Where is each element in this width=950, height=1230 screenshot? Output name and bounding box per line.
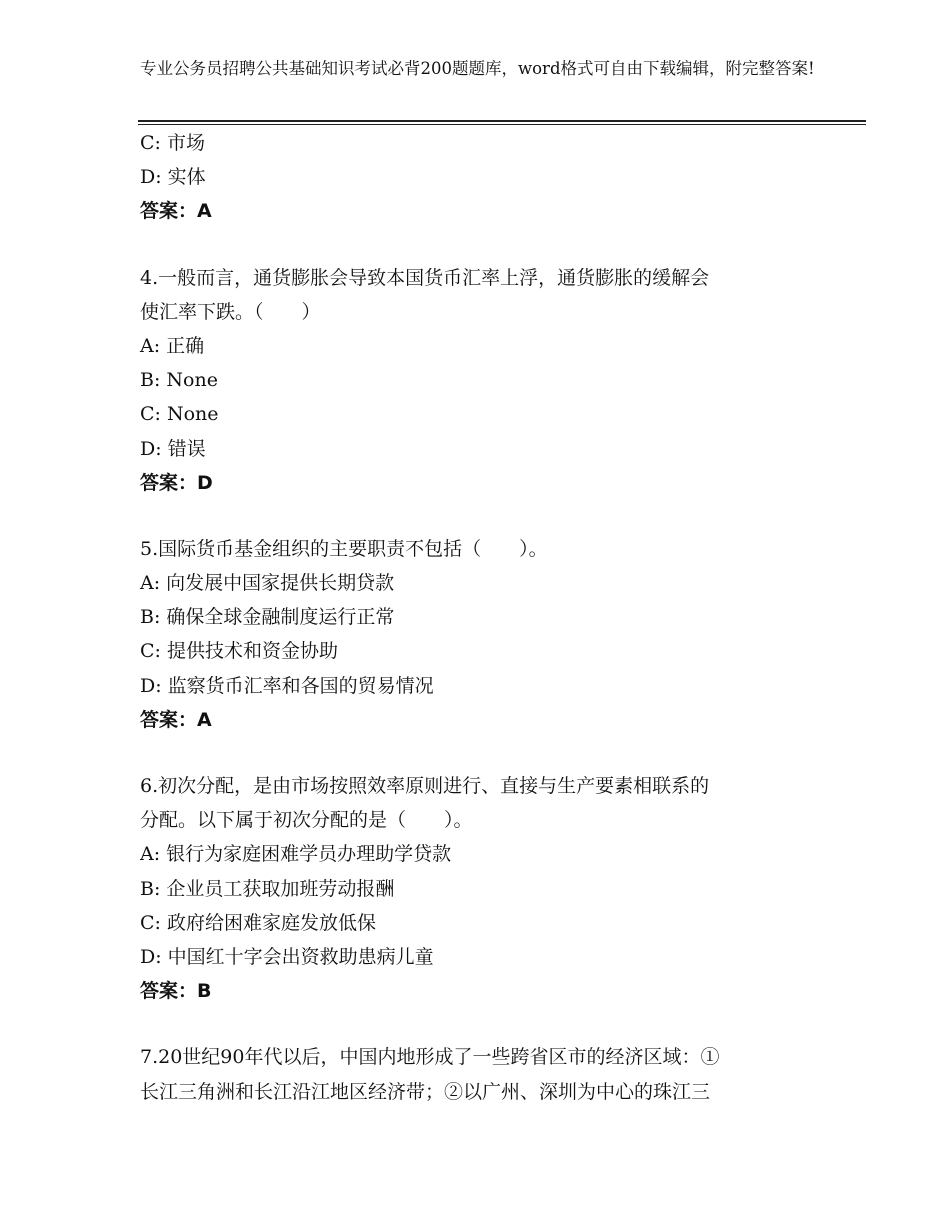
question-content [140, 126, 820, 1109]
question-block-4 [140, 261, 820, 500]
option-d: D: 错误 [140, 437, 206, 460]
option-c: C: 市场 [140, 132, 205, 154]
answer-text: 答案：A [140, 708, 212, 731]
question-text: 使汇率下跌。（ ） [140, 300, 321, 323]
question-text: 7.20世纪90年代以后，中国内地形成了一些跨省区市的经济区域：① [140, 1046, 720, 1069]
option-c: C: 提供技术和资金协助 [140, 640, 338, 663]
header-rule-thick [138, 120, 866, 122]
answer-text: 答案：D [140, 471, 213, 494]
header-rule-thin [138, 124, 866, 125]
option-b: B: 企业员工获取加班劳动报酬 [140, 877, 395, 900]
question-block-6 [140, 769, 820, 1008]
option-d: D: 监察货币汇率和各国的贸易情况 [140, 674, 434, 697]
option-d: D: 实体 [140, 166, 206, 189]
question-block-3-tail [140, 126, 820, 229]
question-block-5 [140, 532, 820, 737]
option-c: C: 政府给困难家庭发放低保 [140, 911, 376, 934]
question-block-7 [140, 1040, 820, 1108]
option-b: B: 确保全球金融制度运行正常 [140, 606, 395, 629]
option-a: A: 向发展中国家提供长期贷款 [140, 572, 395, 595]
question-text: 长江三角洲和长江沿江地区经济带；②以广州、深圳为中心的珠江三 [140, 1080, 711, 1103]
answer-text: 答案：B [140, 980, 212, 1003]
option-c: C: None [140, 403, 219, 426]
question-text: 5.国际货币基金组织的主要职责不包括（ ）。 [140, 537, 548, 560]
option-a: A: 银行为家庭困难学员办理助学贷款 [140, 843, 452, 866]
option-d: D: 中国红十字会出资救助患病儿童 [140, 945, 434, 968]
question-text: 6.初次分配，是由市场按照效率原则进行、直接与生产要素相联系的 [140, 775, 710, 797]
document-header: 专业公务员招聘公共基础知识考试必背200题题库，word格式可自由下载编辑，附完整答案! [140, 59, 815, 78]
answer-text: 答案：A [140, 200, 212, 223]
option-b: B: None [140, 369, 218, 392]
option-a: A: 正确 [140, 334, 205, 357]
question-text: 4.一般而言，通货膨胀会导致本国货币汇率上浮，通货膨胀的缓解会 [140, 266, 710, 289]
question-text: 分配。以下属于初次分配的是（ ）。 [140, 809, 473, 832]
